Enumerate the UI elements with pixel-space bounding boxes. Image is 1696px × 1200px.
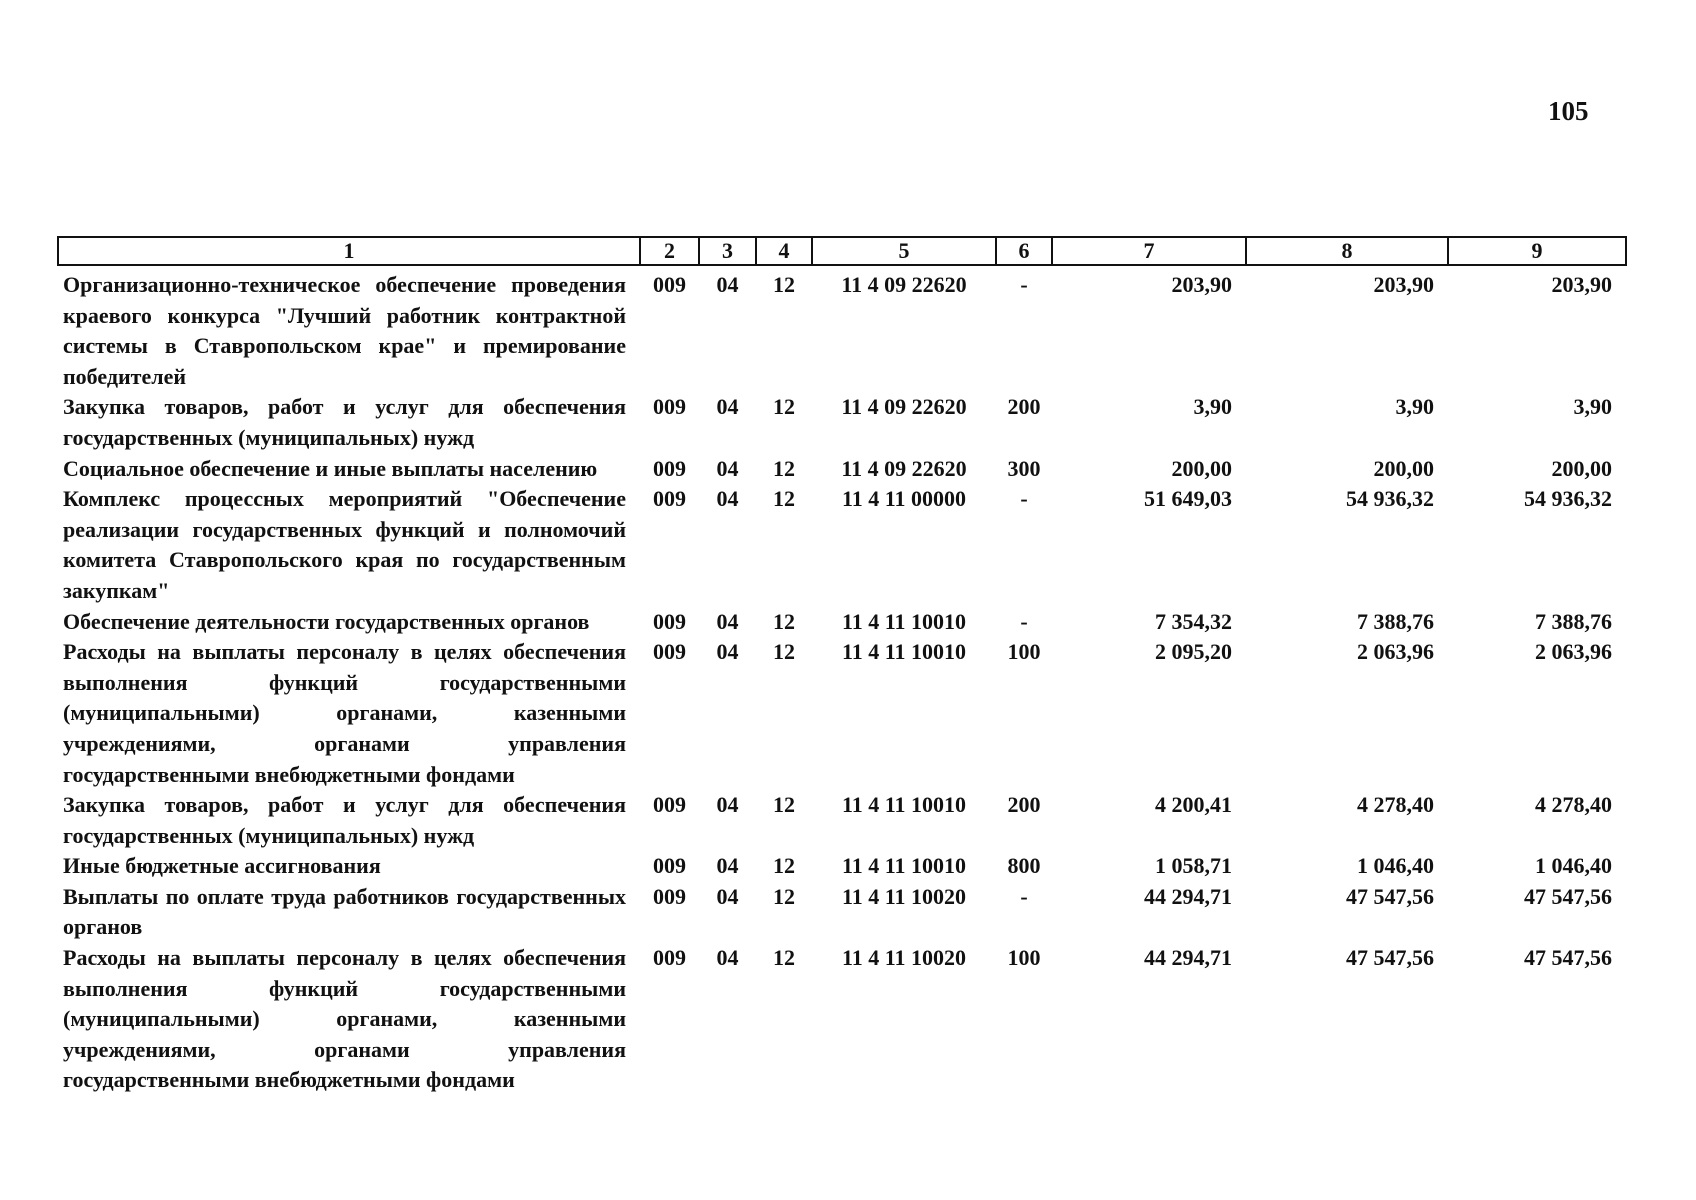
expense-type-code: - (1020, 272, 1028, 297)
subsection-code: 12 (773, 945, 795, 971)
section-code: 04 (716, 455, 739, 481)
section-code: 04 (716, 853, 739, 879)
amount-col-9: 54 936,32 (1524, 486, 1612, 512)
ministry-code: 009 (653, 272, 686, 297)
expense-type-code: - (1020, 608, 1028, 634)
ministry-code: 009 (653, 792, 686, 818)
subsection-code: 12 (773, 608, 795, 634)
amount-col-8: 47 547,56 (1346, 883, 1434, 909)
table-row (58, 454, 1626, 485)
expense-type-code: 800 (1007, 853, 1041, 879)
amount-col-7: 2 095,20 (1155, 639, 1232, 665)
subsection-code: 12 (773, 792, 795, 818)
expense-name: Организационно-техническое обеспечение проведения краевого конкурса "Лучший работник контрактной системы в Ставропольском крае" и премирование победителей (63, 272, 626, 389)
table-row (58, 265, 1626, 392)
ministry-code: 009 (653, 394, 686, 420)
table-row (58, 790, 1626, 851)
target-article-code: 11 4 11 10010 (841, 639, 967, 665)
amount-col-7: 203,90 (1171, 272, 1232, 297)
expense-name: Иные бюджетные ассигнования (63, 853, 381, 879)
expense-name: Обеспечение деятельности государственных органов (63, 608, 590, 634)
expense-name: Социальное обеспечение и иные выплаты населению (63, 455, 598, 481)
expense-type-code: 200 (1007, 394, 1041, 420)
expense-type-code: 100 (1007, 945, 1041, 971)
column-header-2: 2 (640, 237, 699, 265)
section-code: 04 (716, 394, 739, 420)
ministry-code: 009 (653, 639, 686, 665)
column-number-row (58, 237, 1626, 265)
amount-col-7: 44 294,71 (1144, 883, 1232, 909)
amount-col-9: 203,90 (1551, 272, 1612, 297)
amount-col-7: 51 649,03 (1144, 486, 1232, 512)
section-code: 04 (716, 883, 739, 909)
page-number: 105 (1548, 96, 1589, 126)
subsection-code: 12 (773, 853, 795, 879)
ministry-code: 009 (653, 608, 686, 634)
target-article-code: 11 4 11 10020 (841, 883, 967, 909)
amount-col-8: 4 278,40 (1357, 792, 1434, 818)
table-row (58, 637, 1626, 790)
ministry-code: 009 (653, 883, 686, 909)
amount-col-9: 47 547,56 (1524, 945, 1612, 971)
ministry-code: 009 (653, 486, 686, 512)
amount-col-9: 7 388,76 (1535, 608, 1612, 634)
amount-col-9: 3,90 (1573, 394, 1612, 420)
amount-col-8: 203,90 (1373, 272, 1434, 297)
subsection-code: 12 (773, 455, 795, 481)
expense-type-code: 100 (1007, 639, 1041, 665)
ministry-code: 009 (653, 945, 686, 971)
table-row (58, 882, 1626, 943)
section-code: 04 (716, 486, 739, 512)
expense-name: Расходы на выплаты персоналу в целях обеспечения выполнения функций государственными (муниципальными) органами, казенными учреждениями, органами управления государственными внебюджетными фондами (63, 639, 626, 787)
amount-col-8: 54 936,32 (1346, 486, 1434, 512)
amount-col-8: 200,00 (1373, 455, 1434, 481)
section-code: 04 (716, 945, 739, 971)
ministry-code: 009 (653, 455, 686, 481)
target-article-code: 11 4 11 10010 (841, 608, 967, 634)
target-article-code: 11 4 09 22620 (841, 455, 967, 481)
table-row (58, 484, 1626, 606)
section-code: 04 (716, 608, 739, 634)
amount-col-8: 1 046,40 (1357, 853, 1434, 879)
expense-name: Закупка товаров, работ и услуг для обеспечения государственных (муниципальных) нужд (63, 792, 626, 848)
amount-col-7: 200,00 (1171, 455, 1232, 481)
table-row (58, 851, 1626, 882)
amount-col-9: 2 063,96 (1535, 639, 1612, 665)
expense-type-code: 200 (1007, 792, 1041, 818)
target-article-code: 11 4 09 22620 (841, 272, 967, 297)
column-header-6: 6 (996, 237, 1052, 265)
subsection-code: 12 (773, 486, 795, 512)
amount-col-9: 47 547,56 (1524, 883, 1612, 909)
column-header-1: 1 (58, 237, 640, 265)
table-body (58, 265, 1626, 1096)
target-article-code: 11 4 11 10020 (841, 945, 967, 971)
amount-col-8: 7 388,76 (1357, 608, 1434, 634)
table-header (58, 237, 1626, 265)
column-header-5: 5 (812, 237, 996, 265)
amount-col-9: 200,00 (1551, 455, 1612, 481)
amount-col-8: 2 063,96 (1357, 639, 1434, 665)
target-article-code: 11 4 09 22620 (841, 394, 967, 420)
subsection-code: 12 (773, 272, 795, 297)
table-row (58, 607, 1626, 638)
budget-table (57, 236, 1627, 1096)
table-row (58, 943, 1626, 1096)
column-header-3: 3 (699, 237, 756, 265)
amount-col-8: 3,90 (1395, 394, 1434, 420)
expense-type-code: - (1020, 883, 1028, 909)
amount-col-7: 3,90 (1193, 394, 1232, 420)
amount-col-7: 7 354,32 (1155, 608, 1232, 634)
section-code: 04 (716, 639, 739, 665)
expense-type-code: - (1020, 486, 1028, 512)
column-header-7: 7 (1052, 237, 1246, 265)
expense-name: Закупка товаров, работ и услуг для обеспечения государственных (муниципальных) нужд (63, 394, 626, 450)
amount-col-9: 1 046,40 (1535, 853, 1612, 879)
amount-col-7: 1 058,71 (1155, 853, 1232, 879)
column-header-9: 9 (1448, 237, 1626, 265)
target-article-code: 11 4 11 10010 (841, 792, 967, 818)
expense-name: Выплаты по оплате труда работников государственных органов (63, 883, 626, 940)
expense-name: Комплекс процессных мероприятий "Обеспечение реализации государственных функций и полномочий комитета Ставропольского края по государственным закупкам" (63, 486, 626, 603)
ministry-code: 009 (653, 853, 686, 879)
amount-col-9: 4 278,40 (1535, 792, 1612, 818)
subsection-code: 12 (773, 394, 795, 420)
amount-col-8: 47 547,56 (1346, 945, 1434, 971)
expense-type-code: 300 (1007, 455, 1041, 481)
column-header-8: 8 (1246, 237, 1448, 265)
target-article-code: 11 4 11 00000 (841, 486, 967, 512)
amount-col-7: 4 200,41 (1155, 792, 1232, 818)
expense-name: Расходы на выплаты персоналу в целях обеспечения выполнения функций государственными (муниципальными) органами, казенными учреждениями, органами управления государственными внебюджетными фондами (63, 945, 626, 1093)
target-article-code: 11 4 11 10010 (841, 853, 967, 879)
amount-col-7: 44 294,71 (1144, 945, 1232, 971)
subsection-code: 12 (773, 639, 795, 665)
table-row (58, 392, 1626, 453)
section-code: 04 (716, 792, 739, 818)
column-header-4: 4 (756, 237, 812, 265)
subsection-code: 12 (773, 883, 795, 909)
section-code: 04 (716, 272, 739, 297)
